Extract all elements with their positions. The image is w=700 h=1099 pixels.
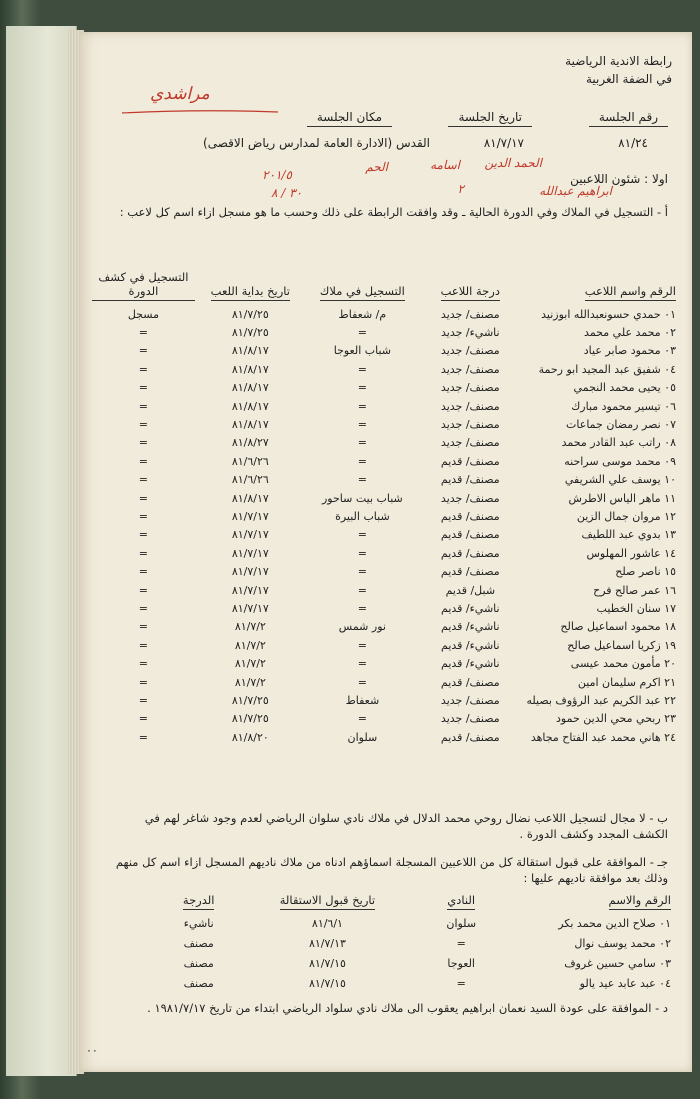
player-row bbox=[92, 323, 680, 341]
resign-club: سلوان bbox=[446, 916, 477, 930]
player-registration: = bbox=[138, 491, 149, 505]
player-name: ٢٢ عبد الكريم عبد الرؤوف بصيله bbox=[526, 693, 676, 707]
player-grade: ناشيء/ قديم bbox=[441, 657, 500, 671]
org-line-2: في الضفة الغربية bbox=[585, 72, 672, 86]
player-club: = bbox=[357, 546, 367, 560]
player-name: ١٩ زكريا اسماعيل صالح bbox=[567, 638, 676, 652]
player-registration: = bbox=[138, 528, 149, 542]
meeting-place-label: مكان الجلسة bbox=[307, 110, 392, 124]
player-registration: = bbox=[138, 509, 149, 523]
player-registration: = bbox=[138, 362, 149, 376]
org-heading bbox=[565, 52, 672, 88]
resignations-body bbox=[147, 913, 672, 993]
resignation-row bbox=[147, 913, 672, 933]
player-row bbox=[92, 581, 680, 599]
paragraph-b: ب - لا مجال لتسجيل اللاعب نضال روحي محمد الدلال في ملاك نادي سلوان الرياضي لعدم وجود شاغر لهم في الكشف المجدد وكشف الدورة . bbox=[144, 811, 668, 841]
player-registration: = bbox=[138, 399, 149, 413]
player-start-date: ٨١/٧/٢ bbox=[234, 675, 266, 689]
resign-club: = bbox=[456, 936, 466, 950]
player-name: ٠٨ راتب عبد القادر محمد bbox=[561, 436, 676, 450]
header-club: التسجيل في ملاك bbox=[306, 270, 419, 305]
player-grade: مصنف/ قديم bbox=[440, 675, 500, 689]
header-grade: درجة اللاعب bbox=[419, 270, 522, 305]
player-name: ٠١ حمدي حسونعبدالله ابوزنيد bbox=[541, 307, 676, 321]
player-start-date: ٨١/٨/٢٧ bbox=[231, 436, 269, 450]
player-start-date: ٨١/٧/١٧ bbox=[231, 601, 269, 615]
players-table bbox=[92, 270, 680, 746]
player-row bbox=[92, 471, 680, 489]
player-start-date: ٨١/٨/١٧ bbox=[231, 381, 269, 395]
player-row bbox=[92, 434, 680, 452]
resign-name: ٠١ صلاح الدين محمد بكر bbox=[558, 916, 671, 930]
sub-header-club: النادي bbox=[404, 892, 518, 913]
paragraph-a: أ - التسجيل في الملاك وفي الدورة الحالية ـ وقد وافقت الرابطة على ذلك وحسب ما هو مسجل ازاء اسم كل لاعب : bbox=[119, 205, 668, 219]
player-grade: مصنف/ قديم bbox=[440, 546, 500, 560]
player-club: = bbox=[357, 454, 367, 468]
resign-name: ٠٣ سامي حسين غروف bbox=[564, 956, 671, 970]
player-grade: مصنف/ قديم bbox=[440, 454, 500, 468]
handwritten-underline bbox=[120, 108, 280, 116]
player-row bbox=[92, 379, 680, 397]
player-start-date: ٨١/٧/٢٥ bbox=[231, 693, 269, 707]
player-club: = bbox=[357, 436, 367, 450]
player-row bbox=[92, 710, 680, 728]
player-start-date: ٨١/٨/١٧ bbox=[231, 344, 269, 358]
player-row bbox=[92, 305, 680, 323]
handwritten-note-4: ٢ bbox=[457, 182, 464, 196]
player-name: ٢٣ ربحي محي الدين حمود bbox=[556, 712, 676, 726]
header-date: تاريخ بداية اللعب bbox=[195, 270, 306, 305]
resign-grade: مصنف bbox=[183, 976, 214, 990]
handwritten-note-7: ابراهيم عبدالله bbox=[539, 184, 612, 198]
player-club: = bbox=[357, 528, 367, 542]
meeting-number-label: رقم الجلسة bbox=[589, 110, 668, 124]
player-name: ١٣ بدوي عبد اللطيف bbox=[581, 528, 676, 542]
player-name: ٠٦ تيسير محمود مبارك bbox=[571, 399, 676, 413]
resignations-header bbox=[147, 892, 672, 913]
player-row bbox=[92, 654, 680, 672]
player-club: شعفاط bbox=[345, 693, 380, 707]
player-grade: ناشيء/ قديم bbox=[441, 620, 500, 634]
player-start-date: ٨١/٨/١٧ bbox=[231, 491, 269, 505]
player-registration: = bbox=[138, 473, 149, 487]
player-club: م/ شعفاط bbox=[338, 307, 387, 321]
player-grade: مصنف/ جديد bbox=[440, 399, 500, 413]
player-registration: = bbox=[138, 326, 149, 340]
handwritten-note-3: الحم bbox=[365, 160, 388, 174]
player-grade: مصنف/ جديد bbox=[440, 307, 500, 321]
player-club: = bbox=[357, 583, 367, 597]
player-name: ٠٤ شفيق عبد المجيد ابو رحمة bbox=[538, 362, 676, 376]
player-club: = bbox=[357, 473, 367, 487]
sub-header-date: تاريخ قبول الاستقالة bbox=[250, 892, 404, 913]
player-grade: مصنف/ قديم bbox=[440, 565, 500, 579]
document-page bbox=[80, 32, 692, 1072]
player-row bbox=[92, 526, 680, 544]
player-row bbox=[92, 562, 680, 580]
player-club: = bbox=[357, 601, 367, 615]
resignation-row bbox=[147, 953, 672, 973]
player-registration: = bbox=[138, 436, 149, 450]
meeting-number-value: ٨١/٢٤ bbox=[618, 136, 648, 150]
player-club: = bbox=[357, 399, 367, 413]
player-registration: = bbox=[138, 675, 149, 689]
players-table-header bbox=[92, 270, 680, 305]
sub-header-name: الرقم والاسم bbox=[518, 892, 672, 913]
player-club: = bbox=[357, 657, 367, 671]
player-grade: مصنف/ جديد bbox=[440, 491, 500, 505]
player-name: ١٥ ناصر صلح bbox=[615, 565, 676, 579]
player-club: = bbox=[357, 326, 367, 340]
handwritten-note-top: مراشدي bbox=[150, 84, 210, 104]
player-club: = bbox=[357, 638, 367, 652]
player-club: شباب العوجا bbox=[333, 344, 392, 358]
player-row bbox=[92, 544, 680, 562]
player-club: = bbox=[357, 381, 367, 395]
player-grade: مصنف/ جديد bbox=[440, 362, 500, 376]
player-name: ١٨ محمود اسماعيل صالح bbox=[560, 620, 676, 634]
sub-header-grade: الدرجة bbox=[147, 892, 250, 913]
player-row bbox=[92, 342, 680, 360]
player-grade: مصنف/ قديم bbox=[440, 473, 500, 487]
player-start-date: ٨١/٧/٢٥ bbox=[231, 326, 269, 340]
handwritten-note-1: الحمد الدين bbox=[484, 156, 542, 170]
player-registration: = bbox=[138, 546, 149, 560]
player-club: = bbox=[357, 362, 367, 376]
player-row bbox=[92, 360, 680, 378]
player-name: ٠٢ محمد علي محمد bbox=[584, 326, 676, 340]
player-start-date: ٨١/٧/١٧ bbox=[231, 509, 269, 523]
resign-name: ٠٤ عبد عابد عيد يالو bbox=[579, 976, 671, 990]
player-name: ١٢ مروان جمال الزين bbox=[576, 509, 676, 523]
player-name: ١٤ عاشور المهلوس bbox=[586, 546, 676, 560]
player-row bbox=[92, 636, 680, 654]
resign-date: ٨١/٦/١ bbox=[311, 916, 343, 930]
meeting-date-label: تاريخ الجلسة bbox=[448, 110, 532, 124]
players-table-body bbox=[92, 305, 680, 746]
player-start-date: ٨١/٨/٢٠ bbox=[231, 730, 269, 744]
player-name: ١١ ماهر الياس الاطرش bbox=[568, 491, 676, 505]
resignation-row bbox=[147, 933, 672, 953]
player-registration: = bbox=[138, 657, 149, 671]
section-one-title: اولا : شئون اللاعبين bbox=[570, 172, 668, 186]
org-line-1: رابطة الاندية الرياضية bbox=[565, 54, 672, 68]
player-club: = bbox=[357, 712, 367, 726]
player-name: ٠٥ يحيى محمد النجمي bbox=[573, 381, 676, 395]
player-row bbox=[92, 397, 680, 415]
player-row bbox=[92, 728, 680, 746]
player-club: = bbox=[357, 675, 367, 689]
player-start-date: ٨١/٧/١٧ bbox=[231, 546, 269, 560]
player-name: ٠٧ نصر رمضان جماعات bbox=[566, 418, 676, 432]
player-club: سلوان bbox=[347, 730, 378, 744]
player-start-date: ٨١/٧/٢ bbox=[234, 620, 266, 634]
player-start-date: ٨١/٨/١٧ bbox=[231, 399, 269, 413]
player-name: ٢٤ هاني محمد عبد الفتاح مجاهد bbox=[530, 730, 676, 744]
player-registration: = bbox=[138, 583, 149, 597]
player-registration: = bbox=[138, 712, 149, 726]
player-grade: مصنف/ قديم bbox=[440, 509, 500, 523]
player-start-date: ٨١/٨/١٧ bbox=[231, 418, 269, 432]
player-grade: مصنف/ قديم bbox=[440, 730, 500, 744]
meeting-date-value: ٨١/٧/١٧ bbox=[483, 136, 524, 150]
handwritten-note-2: اسامه bbox=[430, 158, 460, 172]
player-registration: = bbox=[138, 601, 149, 615]
player-start-date: ٨١/٧/٢ bbox=[234, 657, 266, 671]
player-row bbox=[92, 452, 680, 470]
player-grade: ناشيء/ قديم bbox=[441, 638, 500, 652]
player-grade: ناشيء/ جديد bbox=[441, 326, 500, 340]
player-row bbox=[92, 507, 680, 525]
player-row bbox=[92, 673, 680, 691]
player-club: نور شمس bbox=[338, 620, 386, 634]
player-club: = bbox=[357, 565, 367, 579]
player-name: ٢١ اكرم سليمان امين bbox=[577, 675, 676, 689]
player-row bbox=[92, 599, 680, 617]
resign-date: ٨١/٧/١٥ bbox=[308, 976, 346, 990]
player-grade: ناشيء/ قديم bbox=[441, 601, 500, 615]
player-row bbox=[92, 691, 680, 709]
player-start-date: ٨١/٧/٢٥ bbox=[231, 712, 269, 726]
resignations-table bbox=[147, 892, 672, 993]
player-registration: = bbox=[138, 454, 149, 468]
player-name: ١٧ سنان الخطيب bbox=[596, 601, 676, 615]
player-club: شباب البيرة bbox=[335, 509, 390, 523]
player-registration: = bbox=[138, 418, 149, 432]
player-row bbox=[92, 415, 680, 433]
player-grade: مصنف/ جديد bbox=[440, 712, 500, 726]
footer-mark: ٠٠ bbox=[86, 1044, 98, 1057]
player-grade: شبل/ قديم bbox=[445, 583, 496, 597]
player-grade: مصنف/ جديد bbox=[440, 436, 500, 450]
player-start-date: ٨١/٦/٢٦ bbox=[231, 454, 269, 468]
header-name: الرقم واسم اللاعب bbox=[522, 270, 680, 305]
player-registration: مسجل bbox=[127, 307, 159, 321]
player-start-date: ٨١/٨/١٧ bbox=[231, 362, 269, 376]
player-row bbox=[92, 489, 680, 507]
player-registration: = bbox=[138, 693, 149, 707]
player-registration: = bbox=[138, 620, 149, 634]
header-registration: التسجيل في كشف الدورة bbox=[92, 270, 195, 305]
cover-edge bbox=[6, 26, 77, 1076]
meeting-place-value: القدس (الادارة العامة لمدارس رياض الاقصى) bbox=[203, 136, 430, 150]
player-registration: = bbox=[138, 730, 149, 744]
player-grade: مصنف/ قديم bbox=[440, 528, 500, 542]
player-start-date: ٨١/٧/٢ bbox=[234, 638, 266, 652]
player-registration: = bbox=[138, 381, 149, 395]
resign-club: = bbox=[456, 976, 466, 990]
paragraph-d: د - الموافقة على عودة السيد نعمان ابراهيم يعقوب الى ملاك نادي سلواد الرياضي ابتداء من تاريخ ١٩٨١/٧/١٧ . bbox=[147, 1001, 668, 1015]
player-grade: مصنف/ جديد bbox=[440, 344, 500, 358]
player-start-date: ٨١/٦/٢٦ bbox=[231, 473, 269, 487]
player-grade: مصنف/ جديد bbox=[440, 418, 500, 432]
resign-grade: ناشيء bbox=[183, 916, 214, 930]
resignation-row bbox=[147, 973, 672, 993]
resign-date: ٨١/٧/١٣ bbox=[308, 936, 346, 950]
player-name: ٢٠ مأمون محمد عيسى bbox=[570, 657, 676, 671]
paragraph-c: جـ - الموافقة على قبول استقالة كل من اللاعبين المسجلة اسماؤهم ادناه من ملاك ناديهم المسجل ازاء اسم كل منهم وذلك بعد موافقة ناديهم عليها : bbox=[115, 855, 668, 885]
resign-name: ٠٢ محمد يوسف نوال bbox=[574, 936, 671, 950]
handwritten-note-6: ٣٠ / ٨ bbox=[270, 186, 302, 200]
player-grade: مصنف/ جديد bbox=[440, 381, 500, 395]
player-registration: = bbox=[138, 344, 149, 358]
player-start-date: ٨١/٧/١٧ bbox=[231, 528, 269, 542]
player-club: = bbox=[357, 418, 367, 432]
player-name: ١٠ يوسف علي الشريفي bbox=[564, 473, 676, 487]
resign-grade: مصنف bbox=[183, 956, 214, 970]
player-start-date: ٨١/٧/١٧ bbox=[231, 583, 269, 597]
player-grade: مصنف/ جديد bbox=[440, 693, 500, 707]
resign-date: ٨١/٧/١٥ bbox=[308, 956, 346, 970]
player-name: ١٦ عمر صالح فرح bbox=[593, 583, 676, 597]
player-club: شباب بيت ساحور bbox=[321, 491, 403, 505]
player-registration: = bbox=[138, 565, 149, 579]
player-name: ٠٩ محمد موسى سراحنه bbox=[564, 454, 676, 468]
player-row bbox=[92, 618, 680, 636]
handwritten-note-5: ٢٠١/٥ bbox=[262, 168, 292, 182]
player-start-date: ٨١/٧/١٧ bbox=[231, 565, 269, 579]
player-start-date: ٨١/٧/٢٥ bbox=[231, 307, 269, 321]
player-registration: = bbox=[138, 638, 149, 652]
player-name: ٠٣ محمود صابر عياد bbox=[583, 344, 676, 358]
resign-grade: مصنف bbox=[183, 936, 214, 950]
resign-club: العوجا bbox=[447, 956, 475, 970]
